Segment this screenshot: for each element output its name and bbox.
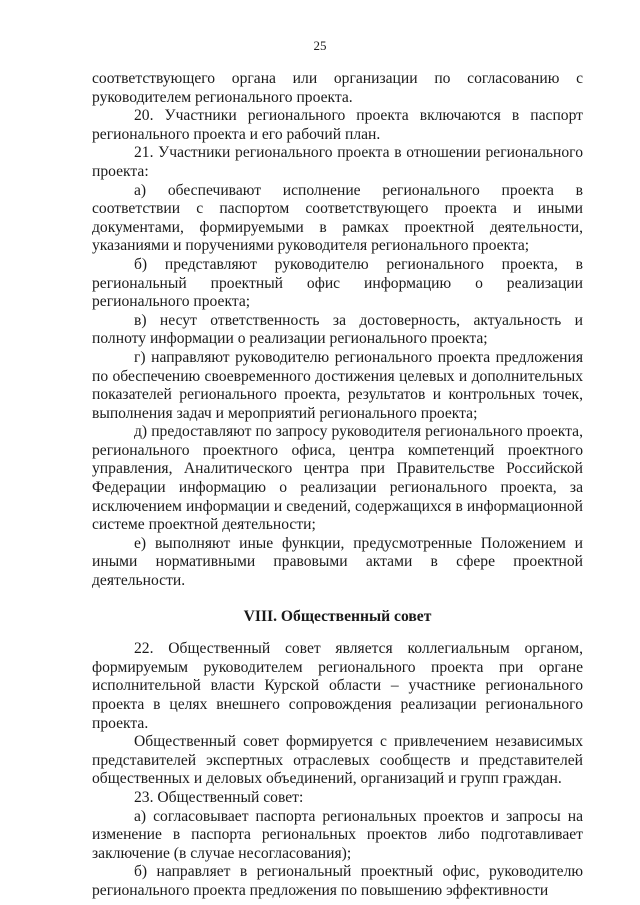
- list-item-a-council: а) согласовывает паспорта региональных проектов и запросы на изменение в паспорта региональных проектов либо подготавливает заключение (в случае несогласования);: [92, 807, 583, 862]
- paragraph-continuation: соответствующего органа или организации по согласованию с руководителем регионального проекта.: [92, 70, 583, 106]
- section-heading: VIII. Общественный совет: [243, 607, 432, 625]
- paragraph-clause-22: 22. Общественный совет является коллегиальным органом, формируемым руководителем регионального проекта при органе исполнительной власти Курской области – участнике регионального проекта в целях внешнего сопровождения реализации регионального проекта.: [92, 640, 583, 732]
- page-number: 25: [313, 38, 327, 53]
- list-item-e: е) выполняют иные функции, предусмотренные Положением и иными нормативными правовыми актами в сфере проектной деятельности.: [92, 534, 583, 590]
- list-item-d: д) предоставляют по запросу руководителя регионального проекта, регионального проектного офиса, центра компетенций проектного управления, Аналитического центра при Правительстве Российской Федерации информацию о реализации регионального проекта, за исключением информации и сведений, содержащихся в информационной системе проектной деятельности;: [92, 423, 583, 534]
- list-item-a: а) обеспечивают исполнение регионального проекта в соответствии с паспортом соответствующего проекта и иными документами, формируемыми в рамках проектной деятельности, указаниями и поручениями руководителя регионального проекта;: [92, 181, 583, 255]
- paragraph-clause-21: 21. Участники регионального проекта в отношении регионального проекта:: [92, 144, 583, 180]
- list-item-v: в) несут ответственность за достоверность, актуальность и полноту информации о реализации регионального проекта;: [92, 311, 583, 348]
- document-body: [92, 70, 583, 901]
- paragraph-clause-23: 23. Общественный совет:: [134, 788, 304, 806]
- paragraph-council-formation: Общественный совет формируется с привлечением независимых представителей экспертных отраслевых сообществ и представителей общественных и деловых объединений, организаций и групп граждан.: [92, 733, 583, 788]
- list-item-g: г) направляют руководителю регионального проекта предложения по обеспечению своевременного достижения целевых и дополнительных показателей регионального проекта, результатов и контрольных точек, выполнения задач и мероприятий регионального проекта;: [92, 348, 583, 422]
- list-item-b: б) представляют руководителю регионального проекта, в региональный проектный офис информацию о реализации регионального проекта;: [92, 255, 583, 311]
- list-item-b-council: б) направляет в региональный проектный офис, руководителю регионального проекта предложения по повышению эффективности: [92, 863, 583, 899]
- paragraph-clause-20: 20. Участники регионального проекта включаются в паспорт регионального проекта и его рабочий план.: [92, 107, 583, 143]
